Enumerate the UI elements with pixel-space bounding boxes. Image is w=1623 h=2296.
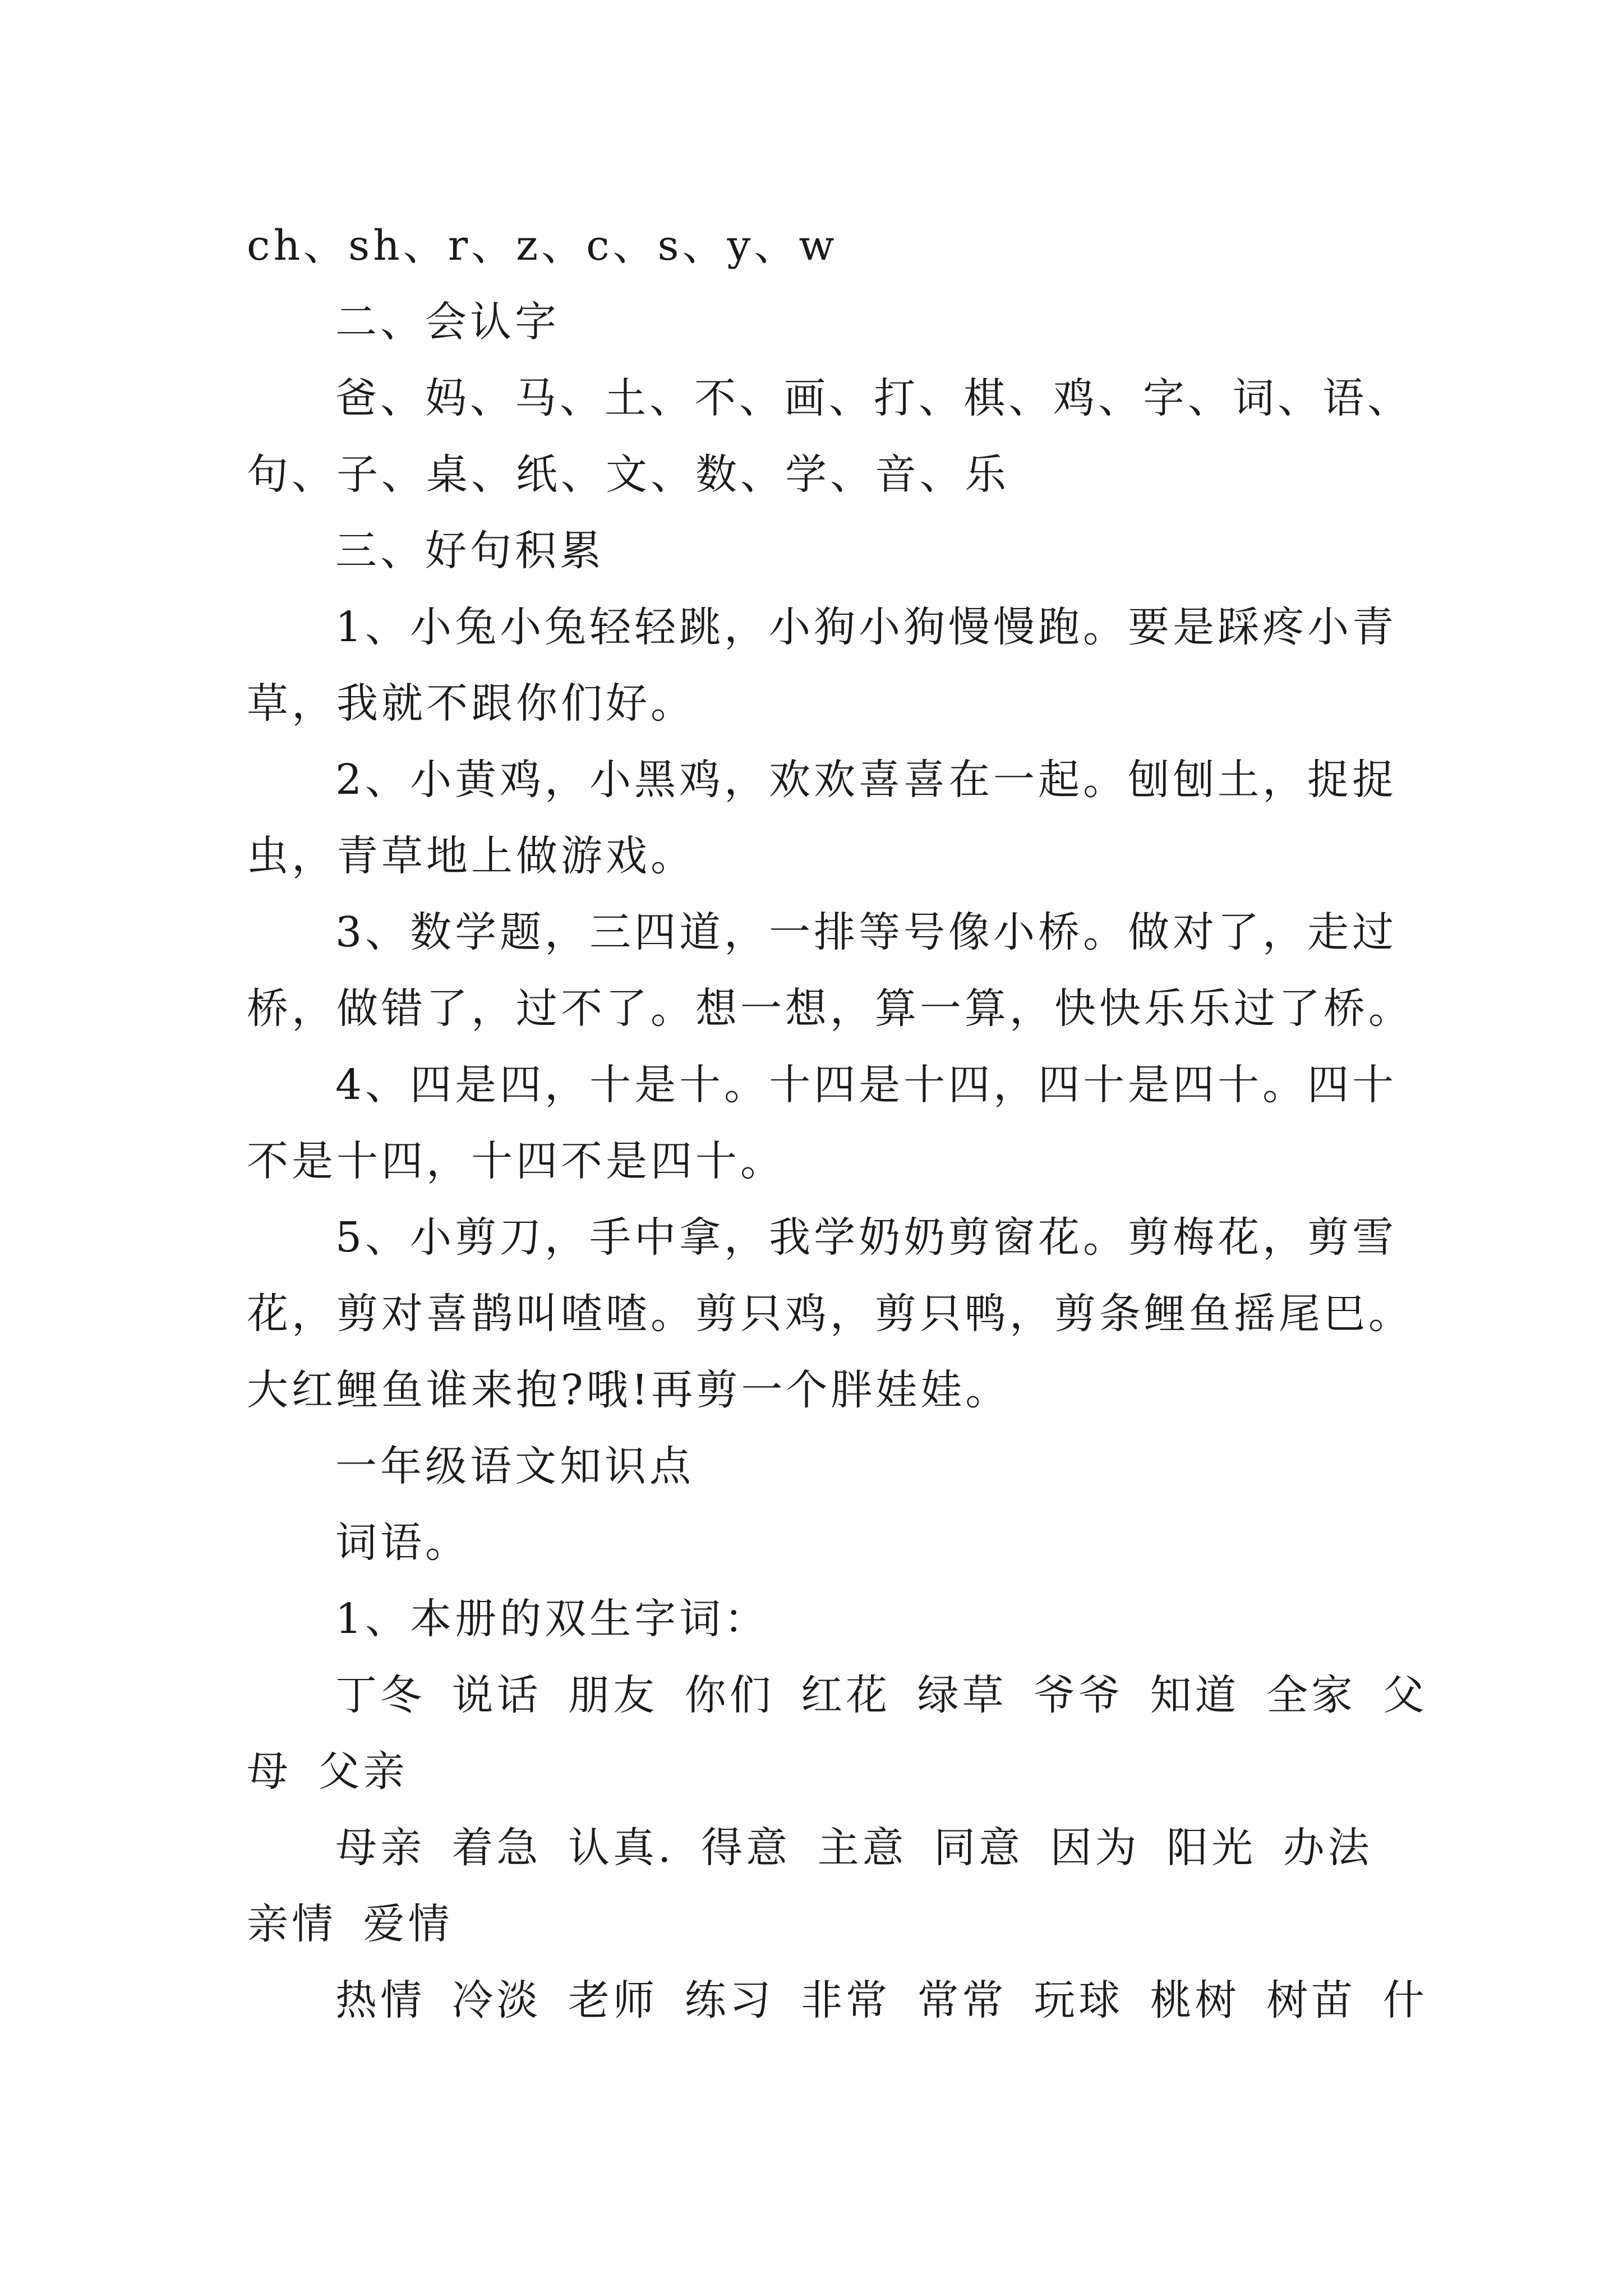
pinyin-list-line: ch、sh、r、z、c、s、y、w (247, 222, 838, 270)
word-list-line: 热情 冷淡 老师 练习 非常 常常 玩球 桃树 树苗 什 (335, 1976, 1428, 2024)
sentence-paragraph-line: 5、小剪刀，手中拿，我学奶奶剪窗花。剪梅花，剪雪 (335, 1213, 1398, 1262)
character-list-line: 爸、妈、马、土、不、画、打、棋、鸡、字、词、语、 (335, 374, 1412, 422)
sentence-paragraph-line: 花，剪对喜鹊叫喳喳。剪只鸡，剪只鸭，剪条鲤鱼摇尾巴。 (247, 1290, 1413, 1338)
document-body (247, 208, 1428, 2039)
subsection-heading: 1、本册的双生字词： (335, 1595, 769, 1643)
section-heading-words: 词语。 (335, 1519, 470, 1567)
word-list-line: 母 父亲 (247, 1747, 408, 1796)
sentence-paragraph-line: 3、数学题，三四道，一排等号像小桥。做对了，走过 (335, 908, 1398, 956)
section-heading-knowledge-points: 一年级语文知识点 (335, 1442, 694, 1490)
sentence-paragraph-line: 1、小兔小兔轻轻跳，小狗小狗慢慢跑。要是踩疼小青 (335, 603, 1398, 651)
sentence-paragraph-line: 桥，做错了，过不了。想一想，算一算，快快乐乐过了桥。 (247, 984, 1413, 1033)
section-heading-recognize-chars: 二、会认字 (335, 298, 560, 346)
section-heading-good-sentences: 三、好句积累 (335, 527, 605, 575)
sentence-paragraph-line: 不是十四，十四不是四十。 (247, 1137, 785, 1185)
word-list-line: 丁冬 说话 朋友 你们 红花 绿草 爷爷 知道 全家 父 (335, 1671, 1428, 1719)
sentence-paragraph-line: 大红鲤鱼谁来抱?哦!再剪一个胖娃娃。 (247, 1366, 1011, 1414)
character-list-line: 句、子、桌、纸、文、数、学、音、乐 (247, 450, 1009, 499)
sentence-paragraph-line: 虫，青草地上做游戏。 (247, 832, 695, 880)
sentence-paragraph-line: 4、四是四，十是十。十四是十四，四十是四十。四十 (335, 1061, 1398, 1109)
sentence-paragraph-line: 草，我就不跟你们好。 (247, 679, 695, 728)
sentence-paragraph-line: 2、小黄鸡，小黑鸡，欢欢喜喜在一起。刨刨土，捉捉 (335, 756, 1398, 804)
word-list-line: 亲情 爱情 (247, 1900, 453, 1948)
word-list-line: 母亲 着急 认真. 得意 主意 同意 因为 阳光 办法 (335, 1824, 1373, 1872)
